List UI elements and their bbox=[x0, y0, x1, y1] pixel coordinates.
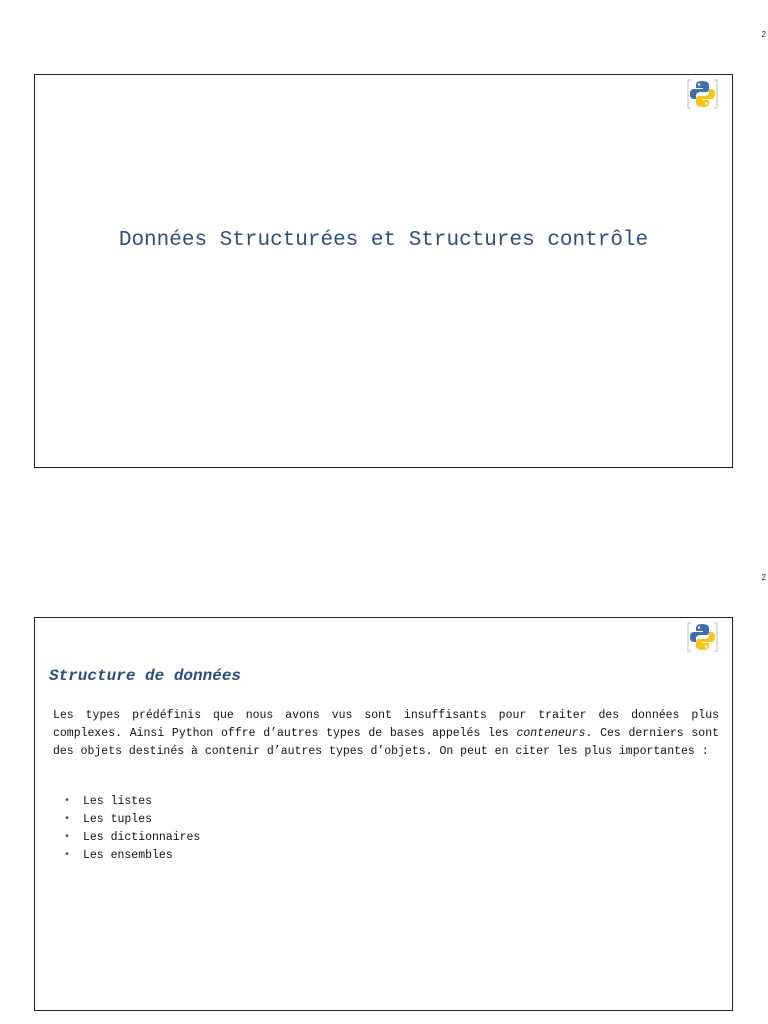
list-item-text: Les dictionnaires bbox=[83, 831, 201, 844]
list-item-text: Les listes bbox=[83, 795, 153, 808]
list-item-text: Les tuples bbox=[83, 813, 153, 826]
bullet-icon: • bbox=[64, 796, 71, 807]
paragraph-emphasis: conteneurs bbox=[516, 727, 586, 740]
paragraph-part-2: . Ces derniers sont des objets destinés à contenir d’autres types d’objets. On peut en citer les plus importantes : bbox=[53, 727, 720, 758]
list-item bbox=[61, 847, 200, 865]
slide-title bbox=[34, 74, 733, 468]
list-item bbox=[61, 829, 200, 847]
page-number: 2 bbox=[761, 573, 766, 582]
bullet-list bbox=[61, 793, 200, 865]
body-paragraph bbox=[53, 707, 719, 761]
page-number: 2 bbox=[761, 30, 766, 39]
list-item bbox=[61, 811, 200, 829]
slide-content bbox=[34, 617, 733, 1011]
bullet-icon: • bbox=[64, 832, 71, 843]
bullet-icon: • bbox=[64, 850, 71, 861]
python-logo-icon bbox=[686, 620, 719, 654]
slide-title-text: Données Structurées et Structures contrôle bbox=[118, 229, 649, 252]
python-logo-icon bbox=[686, 77, 719, 111]
section-heading: Structure de données bbox=[49, 667, 242, 685]
bullet-icon: • bbox=[64, 814, 71, 825]
list-item bbox=[61, 793, 200, 811]
paragraph-part-1: Les types prédéfinis que nous avons vus sont insuffisants pour traiter des données plus complexes. Ainsi Python offre d’autres types de bases appelés les bbox=[53, 709, 719, 740]
list-item-text: Les ensembles bbox=[83, 849, 173, 862]
